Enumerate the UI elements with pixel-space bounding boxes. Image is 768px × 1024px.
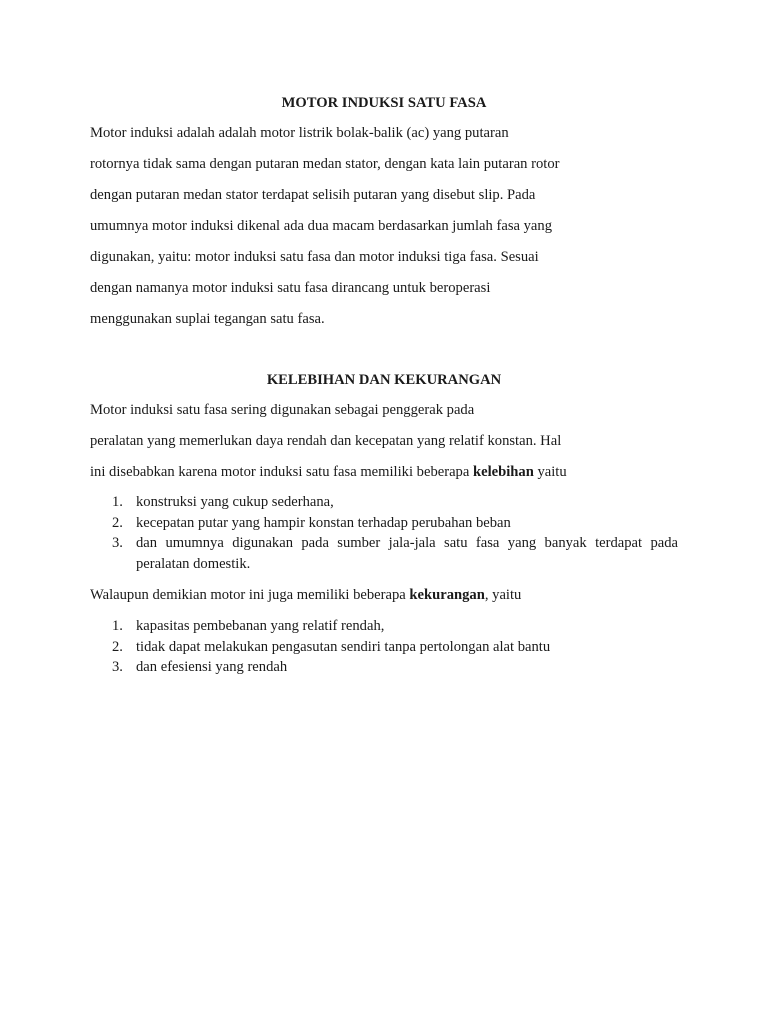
- list-number: 1.: [112, 618, 123, 634]
- list-item: [108, 657, 678, 678]
- paragraph-line: menggunakan suplai tegangan satu fasa.: [90, 311, 325, 327]
- list-number: 1.: [112, 494, 123, 510]
- paragraph-line-kekurangan: [90, 586, 521, 604]
- paragraph-line: dengan namanya motor induksi satu fasa dirancang untuk beroperasi: [90, 280, 491, 296]
- paragraph-line: dengan putaran medan stator terdapat selisih putaran yang disebut slip. Pada: [90, 187, 536, 203]
- list-item: [108, 492, 678, 513]
- paragraph-line-kelebihan: [90, 463, 567, 481]
- paragraph-line: Motor induksi satu fasa sering digunakan sebagai penggerak pada: [90, 402, 475, 418]
- list-item: [108, 616, 678, 637]
- list-item: [108, 513, 678, 534]
- text-segment: , yaitu: [484, 587, 522, 603]
- list-number: 2.: [112, 514, 123, 531]
- disadvantages-list: [108, 616, 678, 678]
- bold-term-kelebihan: kelebihan: [472, 464, 534, 480]
- text-segment: ini disebabkan karena motor induksi satu fasa memiliki beberapa: [90, 464, 473, 480]
- list-number: 2.: [112, 638, 123, 655]
- section-title-kelebihan-kekurangan: KELEBIHAN DAN KEKURANGAN: [266, 372, 502, 388]
- list-item: [108, 533, 678, 574]
- list-item: [108, 637, 678, 658]
- list-item-text: dan umumnya digunakan pada sumber jala-jala satu fasa yang banyak terdapat pada peralatan domestik.: [136, 535, 678, 572]
- paragraph-line: peralatan yang memerlukan daya rendah dan kecepatan yang relatif konstan. Hal: [90, 433, 562, 449]
- list-number: 3.: [112, 535, 123, 551]
- paragraph-line: umumnya motor induksi dikenal ada dua macam berdasarkan jumlah fasa yang: [90, 218, 552, 234]
- list-item-text: dan efesiensi yang rendah: [136, 659, 288, 675]
- list-number: 3.: [112, 659, 123, 675]
- list-item-text: kapasitas pembebanan yang relatif rendah,: [136, 618, 385, 634]
- paragraph-line: digunakan, yaitu: motor induksi satu fasa dan motor induksi tiga fasa. Sesuai: [90, 249, 539, 265]
- advantages-list: [108, 492, 678, 574]
- list-item-text: kecepatan putar yang hampir konstan terhadap perubahan beban: [136, 514, 511, 531]
- list-item-text: konstruksi yang cukup sederhana,: [136, 494, 334, 510]
- text-segment: yaitu: [533, 464, 567, 480]
- section-title-motor-induksi: MOTOR INDUKSI SATU FASA: [281, 95, 487, 111]
- text-segment: Walaupun demikian motor ini juga memiliki beberapa: [90, 587, 410, 603]
- bold-term-kekurangan: kekurangan: [409, 587, 485, 603]
- list-item-text: tidak dapat melakukan pengasutan sendiri tanpa pertolongan alat bantu: [136, 638, 551, 655]
- paragraph-line: Motor induksi adalah adalah motor listrik bolak-balik (ac) yang putaran: [90, 125, 509, 141]
- paragraph-line: rotornya tidak sama dengan putaran medan stator, dengan kata lain putaran rotor: [90, 156, 560, 172]
